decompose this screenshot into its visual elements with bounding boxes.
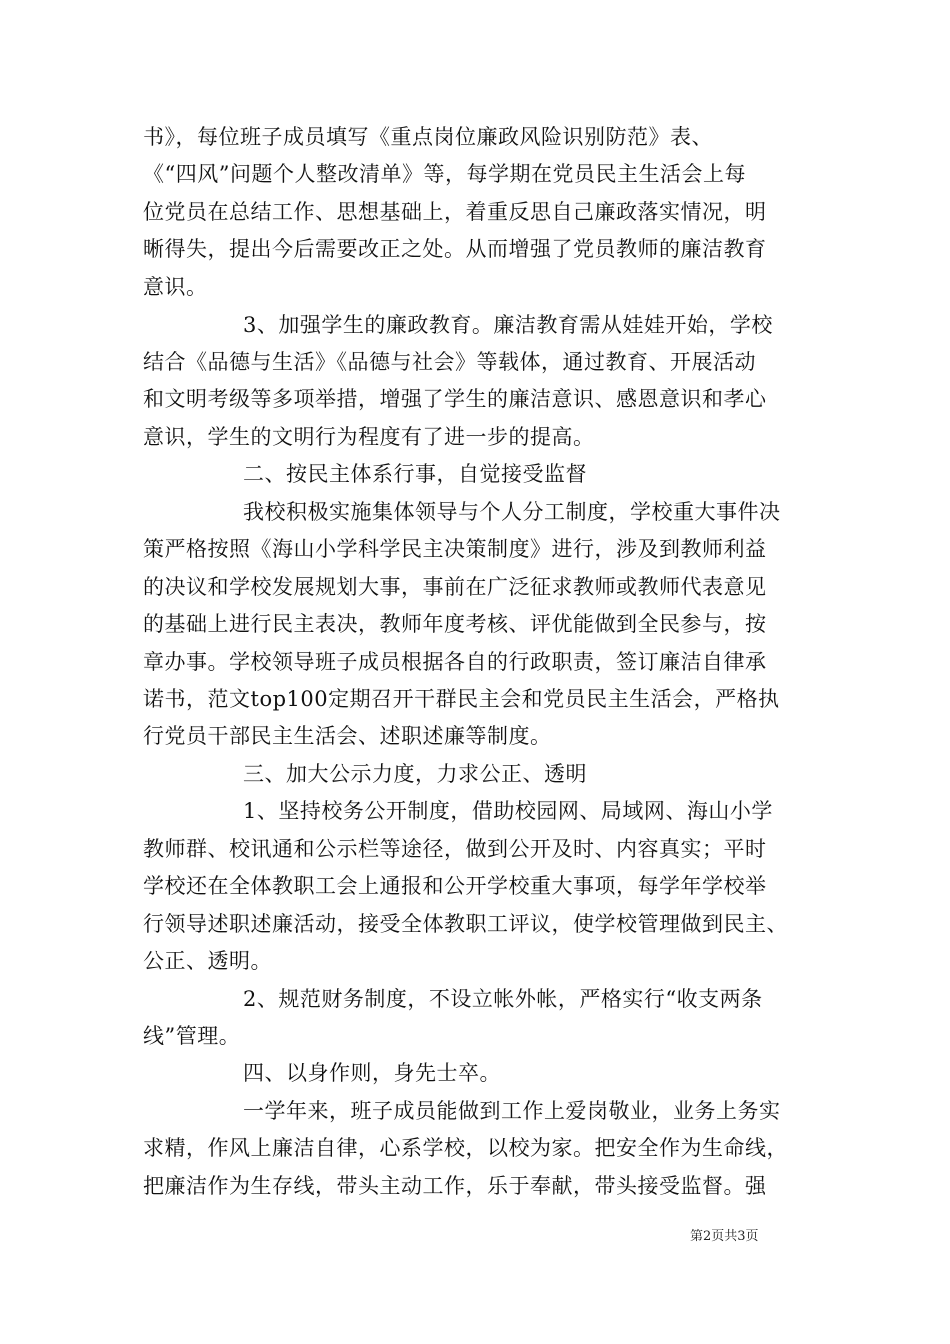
text-line-20: 教师群、校讯通和公示栏等途径，做到公开及时、内容真实；平时 xyxy=(143,837,767,861)
text-line-6: 3、加强学生的廉政教育。廉洁教育需从娃娃开始，学校 xyxy=(243,313,773,337)
text-line-23: 公正、透明。 xyxy=(143,949,272,973)
text-line-2: 《“四风”问题个人整改清单》等，每学期在党员民主生活会上每 xyxy=(143,162,746,186)
text-line-25: 线”管理。 xyxy=(143,1024,241,1048)
section-heading-2: 二、按民主体系行事，自觉接受监督 xyxy=(243,462,587,486)
text-line-16: 诺书，范文top100定期召开干群民主会和党员民主生活会，严格执 xyxy=(143,687,780,711)
text-line-14: 的基础上进行民主表决，教师年度考核、评优能做到全民参与，按 xyxy=(143,612,767,636)
text-line-5: 意识。 xyxy=(143,275,208,299)
text-line-7: 结合《品德与生活》《品德与社会》等载体，通过教育、开展活动 xyxy=(143,350,756,374)
text-line-17: 行党员干部民主生活会、述职述廉等制度。 xyxy=(143,724,552,748)
text-line-27: 一学年来，班子成员能做到工作上爱岗敬业，业务上务实 xyxy=(243,1099,781,1123)
text-line-12: 策严格按照《海山小学科学民主决策制度》进行，涉及到教师利益 xyxy=(143,537,767,561)
text-line-21: 学校还在全体教职工会上通报和公开学校重大事项，每学年学校举 xyxy=(143,874,767,898)
text-line-22: 行领导述职述廉活动，接受全体教职工评议，使学校管理做到民主、 xyxy=(143,912,788,936)
text-line-8: 和文明考级等多项举措，增强了学生的廉洁意识、感恩意识和孝心 xyxy=(143,387,767,411)
text-line-1: 书》，每位班子成员填写《重点岗位廉政风险识别防范》表、 xyxy=(143,125,713,149)
text-line-13: 的决议和学校发展规划大事，事前在广泛征求教师或教师代表意见 xyxy=(143,575,767,599)
section-heading-3: 三、加大公示力度，力求公正、透明 xyxy=(243,762,587,786)
text-line-4: 晰得失，提出今后需要改正之处。从而增强了党员教师的廉洁教育 xyxy=(143,237,767,261)
text-line-29: 把廉洁作为生存线，带头主动工作，乐于奉献，带头接受监督。强 xyxy=(143,1174,767,1198)
text-line-28: 求精，作风上廉洁自律，心系学校，以校为家。把安全作为生命线， xyxy=(143,1136,788,1160)
text-line-11: 我校积极实施集体领导与个人分工制度，学校重大事件决 xyxy=(243,500,781,524)
section-heading-4: 四、以身作则，身先士卒。 xyxy=(243,1061,501,1085)
page-number: 第2页共3页 xyxy=(690,1229,759,1244)
text-line-24: 2、规范财务制度，不设立帐外帐，严格实行“收支两条 xyxy=(243,987,763,1011)
text-line-19: 1、坚持校务公开制度，借助校园网、局域网、海山小学 xyxy=(243,799,773,823)
text-line-15: 章办事。学校领导班子成员根据各自的行政职责，签订廉洁自律承 xyxy=(143,650,767,674)
text-line-9: 意识，学生的文明行为程度有了进一步的提高。 xyxy=(143,425,595,449)
text-line-3: 位党员在总结工作、思想基础上，着重反思自己廉政落实情况，明 xyxy=(143,200,767,224)
